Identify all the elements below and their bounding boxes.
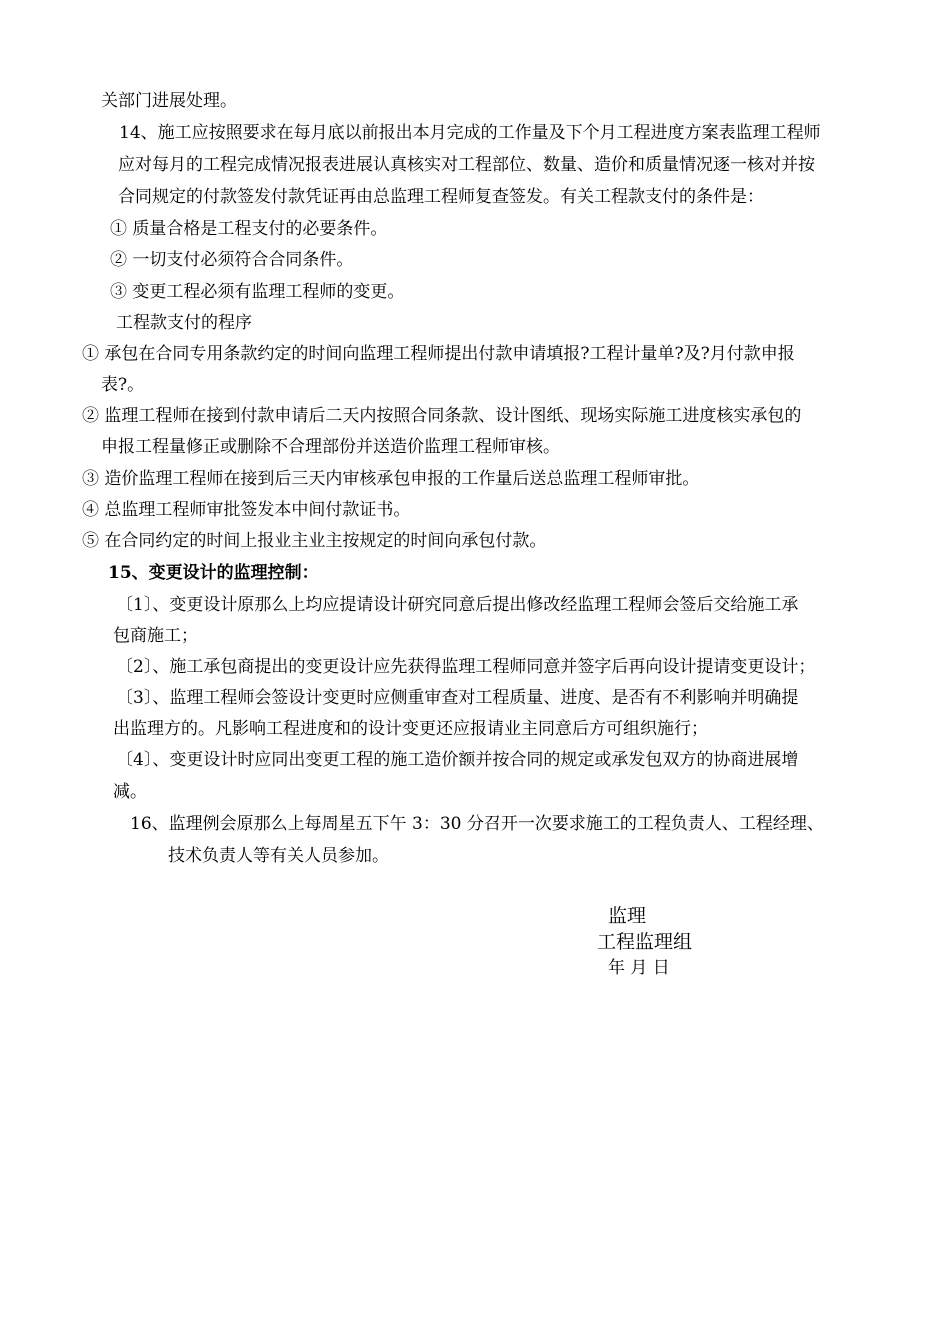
item15-line-3: 〔3〕、监理工程师会签设计变更时应侧重审查对工程质量、进度、是否有不利影响并明确提 bbox=[116, 688, 799, 708]
item15-line-1: 〔1〕、变更设计原那么上均应提请设计研究同意后提出修改经监理工程师会签后交给施工承 bbox=[116, 595, 799, 615]
item16-line-1: 16、监理例会原那么上每周星五下午 3：30 分召开一次要求施工的工程负责人、工程经理、 bbox=[130, 814, 824, 834]
condition-item-1: ① 质量合格是工程支付的必要条件。 bbox=[110, 219, 388, 239]
signature-date: 年 月 日 bbox=[608, 958, 670, 978]
condition-item-3: ③ 变更工程必须有监理工程师的变更。 bbox=[110, 282, 405, 302]
procedure-line-1: ① 承包在合同专用条款约定的时间向监理工程师提出付款申请填报?工程计量单?及?月付款申报 bbox=[82, 344, 795, 364]
procedure-line-1-cont: 表?。 bbox=[101, 375, 145, 395]
procedure-line-4: ④ 总监理工程师审批签发本中间付款证书。 bbox=[82, 500, 411, 520]
item15-heading: 15、变更设计的监理控制： bbox=[108, 563, 319, 583]
procedure-line-3: ③ 造价监理工程师在接到后三天内审核承包申报的工作量后送总监理工程师审批。 bbox=[82, 469, 700, 489]
procedure-line-2: ② 监理工程师在接到付款申请后二天内按照合同条款、设计图纸、现场实际施工进度核实承包的 bbox=[82, 406, 802, 426]
item15-line-4-cont: 减。 bbox=[113, 782, 147, 802]
item14-line-2: 应对每月的工程完成情况报表进展认真核实对工程部位、数量、造价和质量情况逐一核对并按 bbox=[118, 155, 815, 175]
item14-line-3: 合同规定的付款签发付款凭证再由总监理工程师复查签发。有关工程款支付的条件是： bbox=[118, 187, 764, 207]
procedure-line-5: ⑤ 在合同约定的时间上报业主业主按规定的时间向承包付款。 bbox=[82, 531, 547, 551]
item16-line-2: 技术负责人等有关人员参加。 bbox=[168, 846, 389, 866]
intro-tail-line: 关部门进展处理。 bbox=[101, 91, 237, 111]
item15-line-2: 〔2〕、施工承包商提出的变更设计应先获得监理工程师同意并签字后再向设计提请变更设计； bbox=[116, 657, 816, 677]
signature-supervision: 监理 bbox=[608, 905, 647, 927]
item14-line-1: 14、施工应按照要求在每月底以前报出本月完成的工作量及下个月工程进度方案表监理工程师 bbox=[119, 123, 821, 143]
signature-group: 工程监理组 bbox=[597, 931, 693, 953]
item15-line-4: 〔4〕、变更设计时应同出变更工程的施工造价额并按合同的规定或承发包双方的协商进展增 bbox=[116, 750, 799, 770]
procedure-line-2-cont: 申报工程量修正或删除不合理部份并送造价监理工程师审核。 bbox=[101, 437, 560, 457]
procedure-heading: 工程款支付的程序 bbox=[116, 313, 252, 333]
item15-line-3-cont: 出监理方的。凡影响工程进度和的设计变更还应报请业主同意后方可组织施行； bbox=[113, 719, 708, 739]
item15-line-1-cont: 包商施工； bbox=[113, 626, 198, 646]
condition-item-2: ② 一切支付必须符合合同条件。 bbox=[110, 250, 354, 270]
